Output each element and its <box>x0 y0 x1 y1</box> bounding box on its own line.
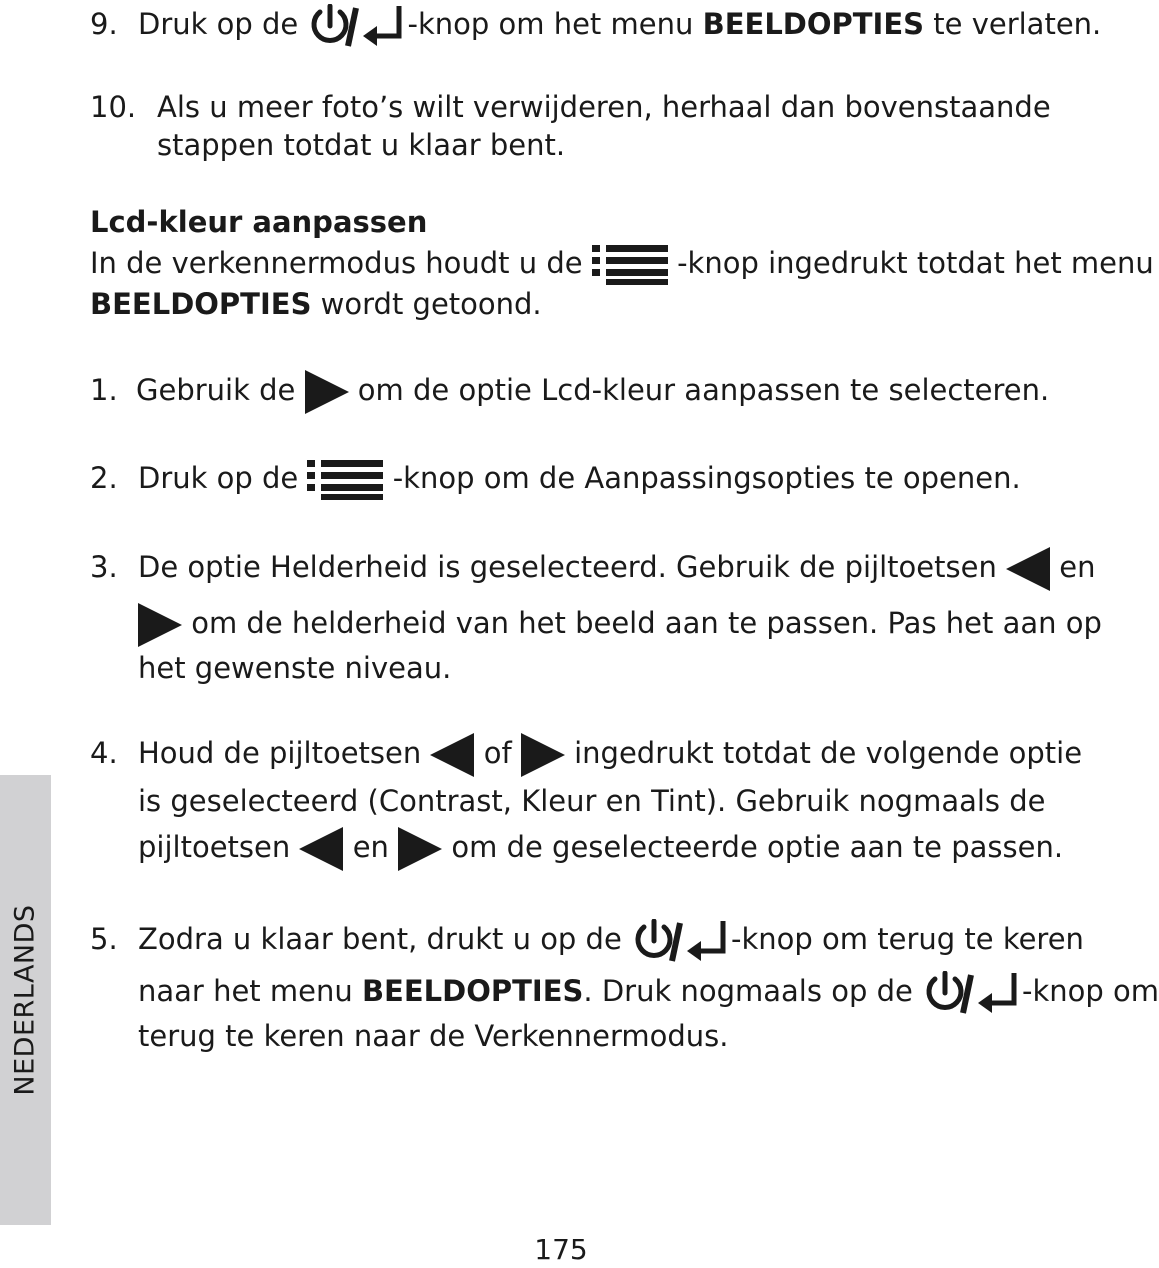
step-1-text <box>136 370 1049 414</box>
step-3-en: en <box>1059 550 1096 584</box>
section-intro-line1 <box>90 243 1154 286</box>
arrow-right-icon <box>521 733 565 777</box>
step-1-number: 1. <box>90 373 118 407</box>
page-number: 175 <box>534 1233 588 1266</box>
step-5-line1 <box>138 919 1084 963</box>
step-4-line1 <box>138 733 1082 777</box>
intro-post: -knop ingedrukt totdat het menu <box>677 246 1154 280</box>
menu-icon <box>307 459 383 501</box>
power-enter-icon <box>631 919 731 963</box>
step-5-number: 5. <box>90 922 118 956</box>
step-9-end: te verlaten. <box>933 7 1102 41</box>
step-5-line3: terug te keren naar de Verkennermodus. <box>138 1019 729 1053</box>
step-2-post: -knop om de Aanpassingsopties te openen. <box>392 461 1021 495</box>
step-9-post: -knop om het menu <box>407 7 694 41</box>
intro-end: wordt getoond. <box>320 287 542 321</box>
step-9-text <box>138 4 1101 48</box>
step-4-line3-post: om de geselecteerde optie aan te passen. <box>451 830 1064 864</box>
step-4-en: en <box>352 830 389 864</box>
power-enter-icon <box>307 4 407 48</box>
step-5-line2-bold: BEELDOPTIES <box>361 974 584 1008</box>
step-3-line2 <box>138 603 1102 647</box>
section-heading: Lcd-kleur aanpassen <box>90 205 428 239</box>
step-5-line2-mid: . Druk nogmaals op de <box>583 974 913 1008</box>
power-enter-icon <box>922 971 1022 1015</box>
step-4-line3 <box>138 827 1063 871</box>
step-3-line1-text: De optie Helderheid is geselecteerd. Gebruik de pijltoetsen <box>138 550 997 584</box>
step-5-line2-pre: naar het menu <box>138 974 353 1008</box>
arrow-left-icon <box>430 733 474 777</box>
menu-icon <box>592 244 668 286</box>
step-4-line3-pre: pijltoetsen <box>138 830 291 864</box>
step-10-line1: Als u meer foto’s wilt verwijderen, herhaal dan bovenstaande <box>157 90 1051 124</box>
step-9-pre: Druk op de <box>138 7 299 41</box>
arrow-right-icon <box>398 827 442 871</box>
step-3-line2-text: om de helderheid van het beeld aan te passen. Pas het aan op <box>191 606 1102 640</box>
arrow-left-icon <box>1006 547 1050 591</box>
step-4-line2: is geselecteerd (Contrast, Kleur en Tint). Gebruik nogmaals de <box>138 784 1046 818</box>
step-3-number: 3. <box>90 550 118 584</box>
step-5-line2-post: -knop om <box>1022 974 1159 1008</box>
step-3-line3: het gewenste niveau. <box>138 651 452 685</box>
step-9-number: 9. <box>90 7 118 41</box>
arrow-left-icon <box>299 827 343 871</box>
step-3-line1 <box>138 547 1096 591</box>
intro-pre: In de verkennermodus houdt u de <box>90 246 583 280</box>
step-4-line1-pre: Houd de pijltoetsen <box>138 736 422 770</box>
step-10-line2: stappen totdat u klaar bent. <box>157 128 566 162</box>
step-4-of: of <box>483 736 512 770</box>
arrow-right-icon <box>138 603 182 647</box>
step-2-number: 2. <box>90 461 118 495</box>
arrow-right-icon <box>305 370 349 414</box>
section-intro-line2 <box>90 284 542 324</box>
step-5-line1-post: -knop om terug te keren <box>731 922 1084 956</box>
step-2-pre: Druk op de <box>138 461 299 495</box>
step-1-post: om de optie Lcd-kleur aanpassen te selecteren. <box>357 373 1050 407</box>
step-2-text <box>138 458 1021 501</box>
step-5-line2 <box>138 971 1159 1015</box>
language-label: NEDERLANDS <box>9 904 41 1096</box>
intro-bold: BEELDOPTIES <box>90 287 312 321</box>
step-4-number: 4. <box>90 736 118 770</box>
step-4-line1-post: ingedrukt totdat de volgende optie <box>574 736 1083 770</box>
step-10-number: 10. <box>90 90 137 124</box>
step-9-bold: BEELDOPTIES <box>702 7 925 41</box>
step-5-line1-pre: Zodra u klaar bent, drukt u op de <box>138 922 622 956</box>
step-1-pre: Gebruik de <box>136 373 296 407</box>
